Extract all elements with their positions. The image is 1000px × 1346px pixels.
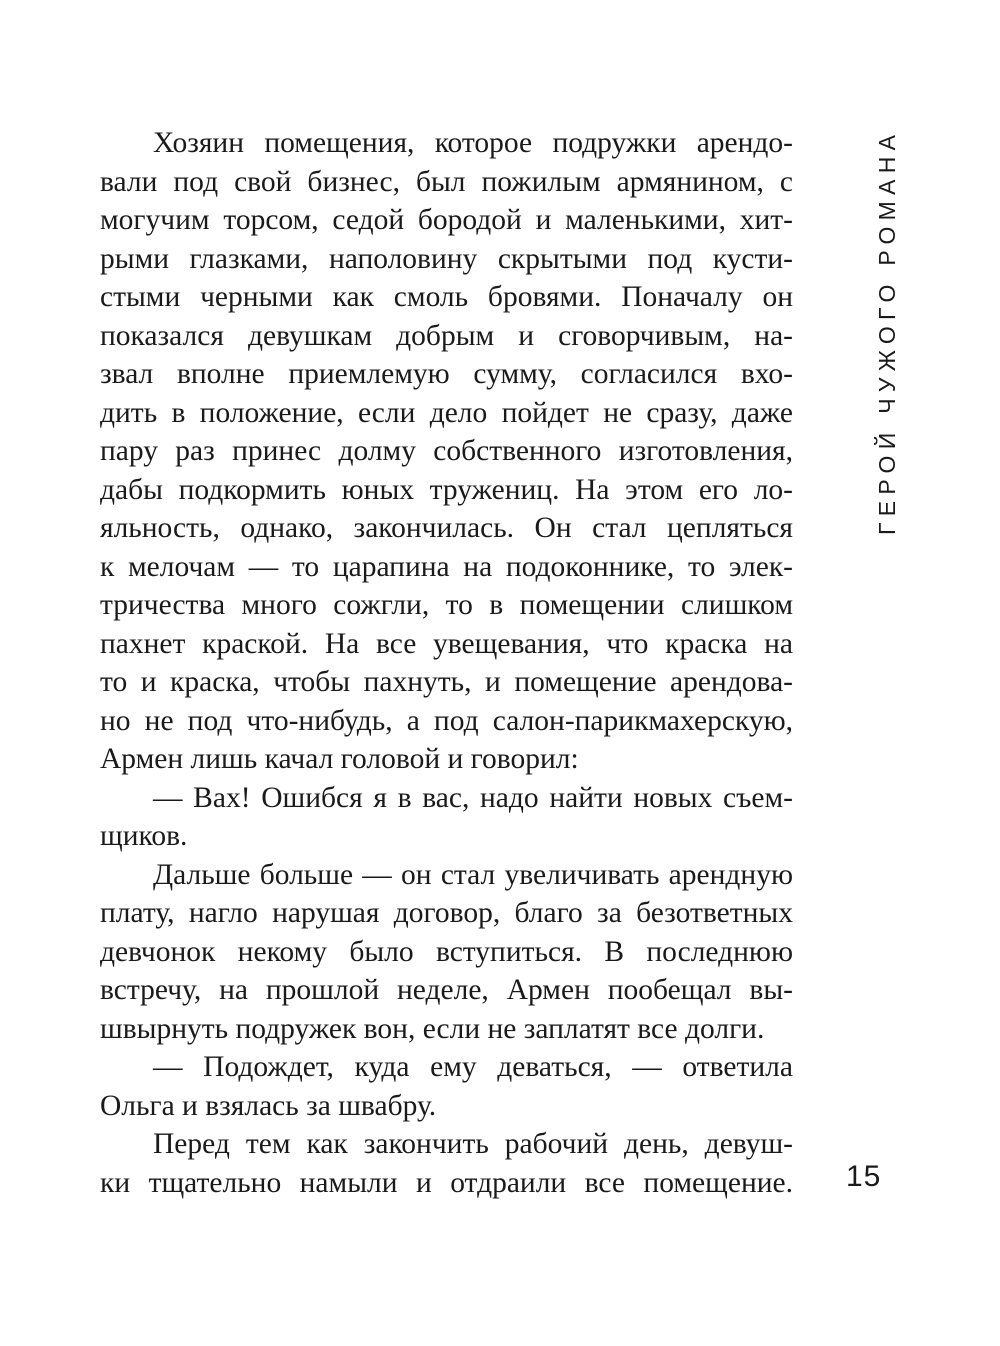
text-line: ки тщательно намыли и отдраили все помещение. [100, 1166, 793, 1199]
text-line: щиков. [100, 820, 188, 852]
text-line: Дальше больше — он стал увеличивать арендную [153, 858, 793, 891]
text-line: плату, нагло нарушая договор, благо за безответных [100, 897, 793, 929]
text-line: но не под что-нибудь, а под салон-парикмахерскую, [100, 704, 793, 737]
text-line: Хозяин помещения, которое подружки арендо- [153, 127, 793, 159]
text-line: — Подождет, куда ему деваться, — ответила [153, 1051, 793, 1083]
text-line: звал вполне приемлемую сумму, согласился вхо- [100, 358, 793, 390]
text-line: яльность, однако, закончилась. Он стал цепляться [100, 512, 793, 544]
text-line: Ольга и взялась за швабру. [100, 1089, 437, 1122]
text-line: к мелочам — то царапина на подоконнике, то элек- [100, 550, 793, 583]
text-line: швырнуть подружек вон, если не заплатят все долги. [100, 1012, 765, 1045]
page-number: 15 [846, 1160, 882, 1193]
body-text [100, 124, 793, 1202]
text-line: рыми глазками, наполовину скрытыми под кусти- [100, 242, 793, 275]
text-line: — Вах! Ошибся я в вас, надо найти новых съем- [153, 781, 793, 814]
text-line: то и краска, чтобы пахнуть, и помещение арендова- [100, 666, 793, 698]
text-line: Армен лишь качал головой и говорил: [100, 743, 579, 775]
text-line: дить в положение, если дело пойдет не сразу, даже [100, 396, 793, 429]
text-line: девчонок некому было вступиться. В последнюю [100, 935, 793, 968]
text-line: Перед тем как закончить рабочий день, девуш- [153, 1128, 793, 1160]
text-line: могучим торсом, седой бородой и маленькими, хит- [100, 204, 793, 236]
text-line: дабы подкормить юных тружениц. На этом его ло- [100, 473, 793, 506]
text-line: показался девушкам добрым и сговорчивым, на- [100, 319, 793, 352]
text-line: пару раз принес долму собственного изготовления, [100, 435, 793, 467]
text-line: стыми черными как смоль бровями. Поначалу он [100, 281, 793, 313]
text-line: встречу, на прошлой неделе, Армен пообещал вы- [100, 974, 793, 1006]
running-head: ГЕРОЙ ЧУЖОГО РОМАНА [874, 128, 900, 535]
text-line: тричества много сожгли, то в помещении слишком [100, 589, 793, 621]
text-line: пахнет краской. На все увещевания, что краска на [100, 627, 793, 660]
text-line: вали под свой бизнес, был пожилым армянином, с [100, 165, 793, 198]
